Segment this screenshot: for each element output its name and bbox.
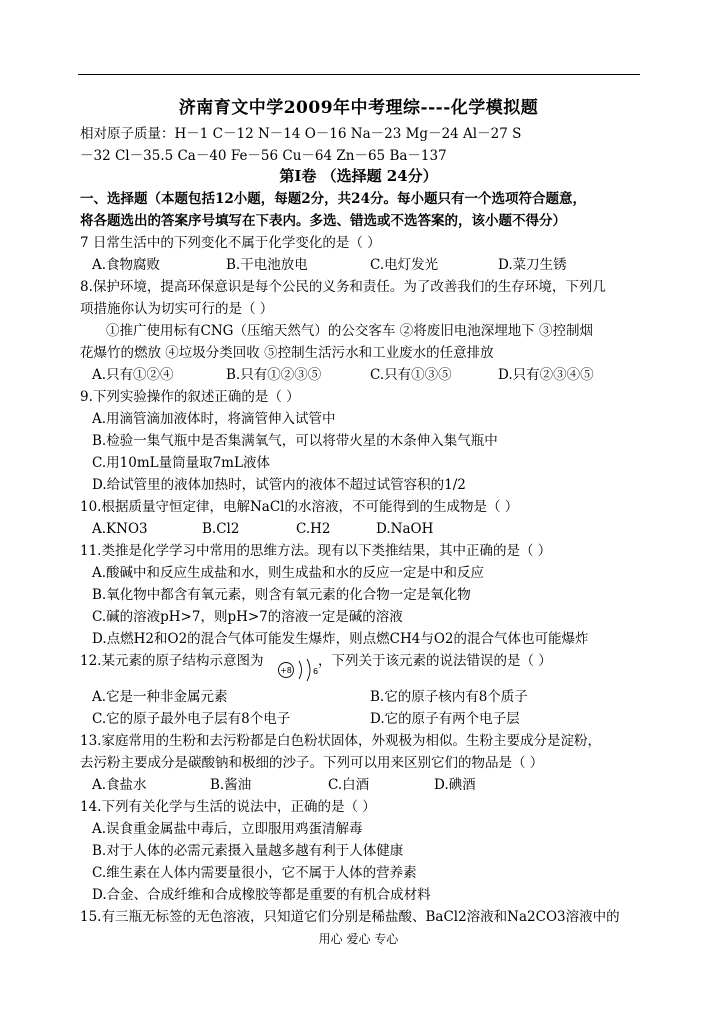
- q13-option-b: B.酱油: [210, 777, 252, 793]
- electron-shell-2: [307, 659, 310, 681]
- q14-option-b: B.对于人体的必需元素摄入量越多越有利于人体健康: [92, 843, 404, 859]
- electron-shell-1: [299, 661, 302, 679]
- q8-option-a: A.只有①②④: [92, 367, 174, 383]
- q7-stem: 7 日常生活中的下列变化不属于化学变化的是（ ）: [80, 235, 381, 251]
- q13-stem-2: 去污粉主要成分是碳酸钠和极细的沙子。下列可以用来区别它们的物品是（ ）: [80, 755, 544, 771]
- q9-option-b: B.检验一集气瓶中是否集满氧气，可以将带火星的木条伸入集气瓶中: [92, 433, 498, 449]
- q9-option-a: A.用滴管滴加液体时，将滴管伸入试管中: [92, 411, 336, 427]
- q12-stem-b: ，下列关于该元素的说法错误的是（ ）: [318, 653, 552, 669]
- page-title: 济南育文中学2009年中考理综----化学模拟题: [178, 98, 539, 118]
- atom-structure-diagram: [277, 657, 317, 683]
- q15-stem: 15.有三瓶无标签的无色溶液，只知道它们分别是稀盐酸、BaCl2溶液和Na2CO3溶液中的: [80, 909, 620, 925]
- outer-shell-electrons: 6: [313, 667, 319, 676]
- page-footer: 用心 爱心 专心: [318, 932, 399, 946]
- section-instructions-2: 将各题选出的答案序号填写在下表内。多选、错选或不选答案的，该小题不得分）: [80, 213, 566, 229]
- q12-option-c: C.它的原子最外电子层有8个电子: [92, 711, 291, 727]
- q9-option-d: D.给试管里的液体加热时，试管内的液体不超过试管容积的1/2: [92, 477, 466, 493]
- q10-stem: 10.根据质量守恒定律，电解NaCl的水溶液，不可能得到的生成物是（ ）: [80, 499, 519, 515]
- q14-option-c: C.维生素在人体内需要量很小，它不属于人体的营养素: [92, 865, 417, 881]
- section-instructions-1: 一、选择题（本题包括12小题，每题2分，共24分。每小题只有一个选项符合题意，: [80, 191, 586, 207]
- q8-list-2: 花爆竹的燃放 ④垃圾分类回收 ⑤控制生活污水和工业废水的任意排放: [80, 345, 494, 361]
- q8-option-d: D.只有②③④⑤: [498, 367, 594, 383]
- q12-option-a: A.它是一种非金属元素: [92, 689, 228, 705]
- q11-stem: 11.类推是化学学习中常用的思维方法。现有以下类推结果，其中正确的是（ ）: [80, 543, 552, 559]
- q10-option-b: B.Cl2: [202, 521, 240, 537]
- q14-stem: 14.下列有关化学与生活的说法中，正确的是（ ）: [80, 799, 376, 815]
- q7-option-a: A.食物腐败: [92, 257, 161, 273]
- q10-option-c: C.H2: [296, 521, 331, 537]
- q12-option-d: D.它的原子有两个电子层: [370, 711, 520, 727]
- q13-option-d: D.碘酒: [434, 777, 476, 793]
- q8-stem-1: 8.保护环境，提高环保意识是每个公民的义务和责任。为了改善我们的生存环境，下列几: [80, 279, 606, 295]
- q8-stem-2: 项措施你认为切实可行的是（ ）: [80, 301, 274, 317]
- q8-option-c: C.只有①③⑤: [370, 367, 452, 383]
- nucleus-charge: +8: [280, 666, 292, 675]
- q7-option-b: B.干电池放电: [226, 257, 308, 273]
- q9-option-c: C.用10mL量筒量取7mL液体: [92, 455, 270, 471]
- q10-option-a: A.KNO3: [92, 521, 148, 537]
- q10-option-d: D.NaOH: [376, 521, 434, 537]
- q14-option-d: D.合金、合成纤维和合成橡胶等都是重要的有机合成材料: [92, 887, 431, 903]
- atomic-masses-line-2: －32 Cl－35.5 Ca－40 Fe－56 Cu－64 Zn－65 Ba－137: [80, 148, 447, 164]
- q13-option-c: C.白酒: [328, 777, 370, 793]
- q12-stem-a: 12.某元素的原子结构示意图为: [80, 653, 264, 669]
- q7-option-d: D.菜刀生锈: [498, 257, 567, 273]
- atomic-masses-line-1: 相对原子质量：H－1 C－12 N－14 O－16 Na－23 Mg－24 Al－27 S: [80, 126, 522, 142]
- q11-option-b: B.氧化物中都含有氧元素，则含有氧元素的化合物一定是氧化物: [92, 587, 471, 603]
- q12-option-b: B.它的原子核内有8个质子: [370, 689, 528, 705]
- q13-option-a: A.食盐水: [92, 777, 147, 793]
- section-title: 第Ⅰ卷 （选择题 24分）: [279, 167, 438, 185]
- q11-option-d: D.点燃H2和O2的混合气体可能发生爆炸，则点燃CH4与O2的混合气体也可能爆炸: [92, 631, 589, 647]
- q11-option-c: C.碱的溶液pH>7，则pH>7的溶液一定是碱的溶液: [92, 609, 403, 625]
- q8-option-b: B.只有①②③⑤: [226, 367, 322, 383]
- q11-option-a: A.酸碱中和反应生成盐和水，则生成盐和水的反应一定是中和反应: [92, 565, 485, 581]
- q8-list-1: ①推广使用标有CNG（压缩天然气）的公交客车 ②将废旧电池深埋地下 ③控制烟: [106, 323, 594, 339]
- q13-stem-1: 13.家庭常用的生粉和去污粉都是白色粉状固体，外观极为相似。生粉主要成分是淀粉，: [80, 733, 601, 749]
- top-rule: [78, 74, 640, 75]
- q9-stem: 9.下列实验操作的叙述正确的是（ ）: [80, 389, 300, 405]
- q7-option-c: C.电灯发光: [370, 257, 439, 273]
- q14-option-a: A.误食重金属盐中毒后，立即服用鸡蛋清解毒: [92, 821, 363, 837]
